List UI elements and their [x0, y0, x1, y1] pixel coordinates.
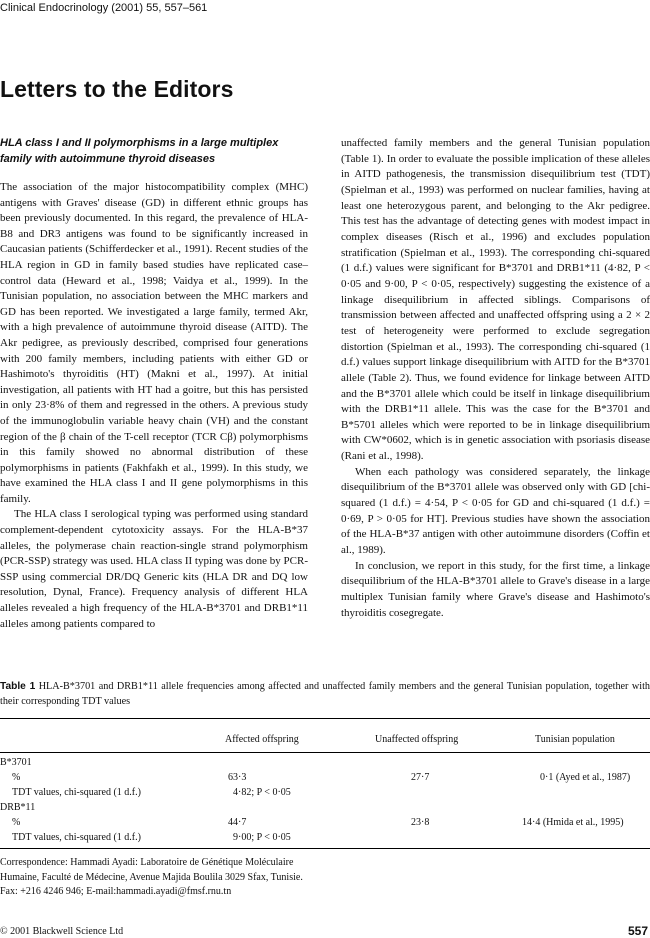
table-caption: [0, 680, 650, 709]
row-label: TDT values, chi-squared (1 d.f.): [12, 832, 141, 843]
copyright: © 2001 Blackwell Science Ltd: [0, 926, 124, 937]
body-paragraph: unaffected family members and the general Tunisian population (Table 1). In order to evaluate the possible implication of these alleles in AITD pathogenesis, the transmission disequilibrium test (TDT) (Spielman et al., 1993) was performed on nuclear families, having at least one heterozygous parent, and belonging to the Akr pedigree. This test has the advantage of detecting genes with modest impact in complex diseases (Risch et al., 1996) and excludes population stratification (Spielman et al., 1993). The corresponding chi-squared (1 d.f.) values were significant for B*3701 and DRB1*11 (4·82, P < 0·05 and 9·00, P < 0·05, respectively) suggesting the existence of a linkage disequilibrium in affected siblings. Comparisons of transmission between affected and unaffected offspring using a 2 × 2 test of heterogeneity were performed to exclude segregation distortion (Spielman et al., 1993). The corresponding chi-squared (1 d.f.) values support linkage disequilibrium with AITD for the B*3701 allele (Table 2). Thus, we found evidence for linkage between AITD and the B*3701 allele which could be itself in linkage disequilibrium with the DRB1*11 allele. This was the case for the B*3701 and B*5701 alleles which were reported to be in linkage disequilibrium with CW*0602, which is in genetic association with psoriasis disease (Rani et al., 1998).: [341, 137, 650, 463]
table-row: [0, 817, 650, 832]
row-label: B*3701: [0, 757, 32, 768]
journal-header: Clinical Endocrinology (2001) 55, 557–561: [0, 2, 208, 14]
page-number: 557: [627, 924, 648, 938]
table-cell: 14·4 (Hmida et al., 1995): [522, 817, 624, 828]
table-top-rule: [0, 718, 650, 719]
body-paragraph: In conclusion, we report in this study, for the first time, a linkage disequilibrium of the HLA-B*3701 allele to Grave's disease in a large multiplex Tunisian family where Grave's disease and Hashimoto's thyroiditis cosegregate.: [341, 559, 650, 619]
table-header-rule: [0, 752, 650, 753]
table-row: [0, 772, 650, 787]
body-paragraph: The association of the major histocompatibility complex (MHC) antigens with Graves' disease (GD) in different ethnic groups has been previously documented. In this regard, the prevalence of HLA-B8 and DR3 antigens was found to be significantly increased in Caucasian patients (Schifferdecker et al., 1991). Recent studies of the HLA region in GD in family based studies have replicated case–control data (Heward et al., 1998; Vaidya et al., 1999). In the Tunisian population, no association between the MHC markers and GD has been reported. We investigated a large family, termed Akr, with a high prevalence of autoimmune thyroid disease (AITD). The Akr pedigree, as previously described, comprised four generations with 200 family members, including patients with either GD or Hashimoto's thyroiditis (HT) (Makni et al., 1997). At initial investigation, all patients with HT had a goitre, but this has persisted in only 23·8% of them and regressed in the others. A previous study of the immunoglobulin variable heavy chain (VH) and the constant region of the β chain of the T-cell receptor (TCR Cβ) polymorphisms in this family showed no abnormal distribution of these polymorphisms in patients (Fakhfakh et al., 1999). In this study, we have examined the HLA class I and II gene polymorphisms in this family.: [0, 181, 308, 505]
table-caption-text: HLA-B*3701 and DRB1*11 allele frequencies among affected and unaffected family members and the general Tunisian population, together with their corresponding TDT values: [0, 681, 650, 707]
table-label: Table 1: [0, 681, 36, 692]
column-header: Unaffected offspring: [375, 734, 459, 745]
column-header: Tunisian population: [535, 734, 615, 745]
table-cell: 9·00; P < 0·05: [233, 832, 291, 843]
table-row: [0, 802, 650, 817]
table-row: [0, 757, 650, 772]
left-column: [0, 136, 308, 632]
column-header: Affected offspring: [225, 734, 299, 745]
row-label: %: [12, 817, 21, 828]
row-label: DRB*11: [0, 802, 36, 813]
body-paragraph: The HLA class I serological typing was performed using standard complement-dependent cytotoxicity assays. For the HLA-B*37 alleles, the polymerase chain reaction-single strand polymorphism (PCR-SSP) strategy was used. HLA class II typing was done by PCR-SSP using commercial DR/DQ Generic kits (HLA DR and DQ low resolution, Dynal, France). Frequency analysis of different HLA alleles revealed a high frequency of the HLA-B*3701 and DRB1*11 alleles among patients compared to: [0, 508, 308, 630]
letter-title: HLA class I and II polymorphisms in a large multiplex family with autoimmune thyroid diseases: [0, 137, 279, 165]
row-label: %: [12, 772, 21, 783]
table-cell: 63·3: [228, 772, 247, 783]
table-cell: 23·8: [411, 817, 430, 828]
body-paragraph: When each pathology was considered separately, the linkage disequilibrium of the B*3701 allele was observed only with GD [chi-squared (1 d.f.) = 4·54, P < 0·05 for GD and chi-squared (1 d.f.) = 0·69, P > 0·05 for HT]. Previous studies have shown the association of the HLA-B*37 antigen with other autoimmune disorders (Coffin et al., 1989).: [341, 465, 650, 557]
table-bottom-rule: [0, 848, 650, 849]
table-row: [0, 832, 650, 847]
row-label: TDT values, chi-squared (1 d.f.): [12, 787, 141, 798]
right-column: [341, 136, 650, 621]
table-cell: 0·1 (Ayed et al., 1987): [540, 772, 631, 783]
table-cell: 4·82; P < 0·05: [233, 787, 291, 798]
table-cell: 44·7: [228, 817, 247, 828]
table-cell: 27·7: [411, 772, 430, 783]
table-row: [0, 787, 650, 802]
section-title: Letters to the Editors: [0, 76, 234, 102]
correspondence: Correspondence: Hammadi Ayadi: Laboratoire de Génétique Moléculaire Humaine, Faculté de Médecine, Avenue Majida Boulila 3029 Sfax, Tunisie. Fax: +216 4246 946; E-mail:hammadi.ayadi@fmsf.rnu.tn: [0, 857, 303, 897]
